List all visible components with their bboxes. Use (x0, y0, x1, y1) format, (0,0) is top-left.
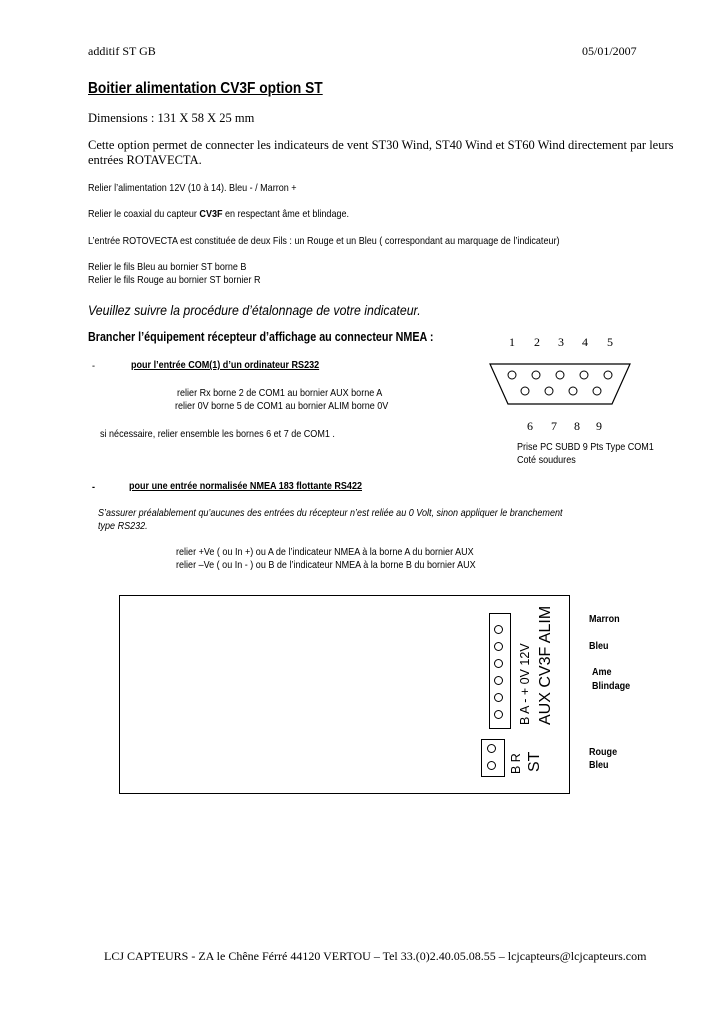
db9-caption-1: Prise PC SUBD 9 Pts Type COM1 (517, 441, 654, 453)
terminal-minus-circle (494, 659, 503, 668)
rs422-line-1: relier +Ve ( ou In +) ou A de l’indicateur NMEA à la borne A du bornier AUX (176, 546, 474, 558)
intro-line-2: entrées ROTAVECTA. (88, 153, 202, 167)
db9-pin-7: 7 (551, 419, 557, 433)
header-date: 05/01/2007 (582, 44, 637, 58)
rs232-heading: pour l’entrée COM(1) d’un ordinateur RS232 (131, 359, 320, 371)
db9-pin-1: 1 (509, 335, 515, 349)
db9-pin-5: 5 (607, 335, 613, 349)
dimensions-text: Dimensions : 131 X 58 X 25 mm (88, 111, 255, 125)
db9-pin-2: 2 (534, 335, 540, 349)
db9-connector-shape (488, 362, 632, 406)
terminal-a-circle (494, 642, 503, 651)
wire-marron: Marron (589, 613, 620, 625)
db9-caption-2: Coté soudures (517, 454, 576, 466)
red-wire-text: Relier le fils Rouge au bornier ST bornier R (88, 274, 261, 286)
nmea-heading: Brancher l’équipement récepteur d’affichage au connecteur NMEA : (88, 330, 434, 344)
st-label: ST (526, 751, 543, 772)
wire-rouge: Rouge (589, 746, 618, 758)
intro-line-1: Cette option permet de connecter les indicateurs de vent ST30 Wind, ST40 Wind et ST60 Wind directement par leurs (88, 138, 674, 152)
st-labels-rotated (505, 736, 545, 778)
wire-blindage: Blindage (592, 680, 631, 692)
terminal-12v-circle (494, 710, 503, 719)
aux-alim-pin-labels: B A - + 0V 12V (518, 643, 532, 725)
coax-instruction (88, 208, 349, 220)
st-pin-labels: B R (509, 753, 523, 774)
terminal-labels-rotated (513, 606, 563, 730)
db9-pin-9: 9 (596, 419, 602, 433)
db9-pin-3: 3 (558, 335, 564, 349)
header-left: additif ST GB (88, 44, 156, 58)
blue-wire-text: Relier le fils Bleu au bornier ST borne B (88, 261, 247, 273)
rs232-note: si nécessaire, relier ensemble les bornes 6 et 7 de COM1 . (100, 428, 335, 440)
terminal-0v-circle (494, 693, 503, 702)
rs422-dash: - (92, 481, 96, 493)
aux-cv3f-alim-label: AUX CV3F ALIM (537, 606, 554, 725)
rs422-note-2: type RS232. (98, 520, 148, 532)
db9-pin-8: 8 (574, 419, 580, 433)
page-title: Boitier alimentation CV3F option ST (88, 80, 323, 97)
calibration-note: Veuillez suivre la procédure d’étalonnage de votre indicateur. (88, 302, 421, 318)
rs422-note-1: S’assurer préalablement qu’aucunes des entrées du récepteur n’est reliée au 0 Volt, sinon appliquer le branchement (98, 507, 563, 519)
rs232-dash: - (92, 360, 96, 372)
coax-text-pre: Relier le coaxial du capteur (88, 208, 200, 220)
coax-text-bold: CV3F (199, 208, 223, 220)
wire-bleu-st: Bleu (589, 759, 609, 771)
terminal-plus-circle (494, 676, 503, 685)
rs232-line-1: relier Rx borne 2 de COM1 au bornier AUX borne A (177, 387, 383, 399)
db9-pin-4: 4 (582, 335, 588, 349)
page-footer: LCJ CAPTEURS - ZA le Chêne Férré 44120 VERTOU – Tel 33.(0)2.40.05.08.55 – lcjcapteurs@lcjcapteurs.com (104, 949, 647, 963)
terminal-st-r-circle (487, 761, 496, 770)
rotovecta-text: L’entrée ROTOVECTA est constituée de deux Fils : un Rouge et un Bleu ( correspondant au marquage de l’indicateur) (88, 235, 560, 247)
terminal-b-circle (494, 625, 503, 634)
coax-text-post: en respectant âme et blindage. (222, 208, 350, 220)
rs422-line-2: relier –Ve ( ou In - ) ou B de l’indicateur NMEA à la borne B du bornier AUX (176, 559, 476, 571)
power-instruction: Relier l’alimentation 12V (10 à 14). Bleu - / Marron + (88, 182, 297, 194)
rs422-heading: pour une entrée normalisée NMEA 183 flottante RS422 (129, 480, 363, 492)
rs232-line-2: relier 0V borne 5 de COM1 au bornier ALIM borne 0V (175, 400, 389, 412)
wire-bleu: Bleu (589, 640, 609, 652)
db9-pin-6: 6 (527, 419, 533, 433)
terminal-st-b-circle (487, 744, 496, 753)
wire-ame: Ame (592, 666, 612, 678)
